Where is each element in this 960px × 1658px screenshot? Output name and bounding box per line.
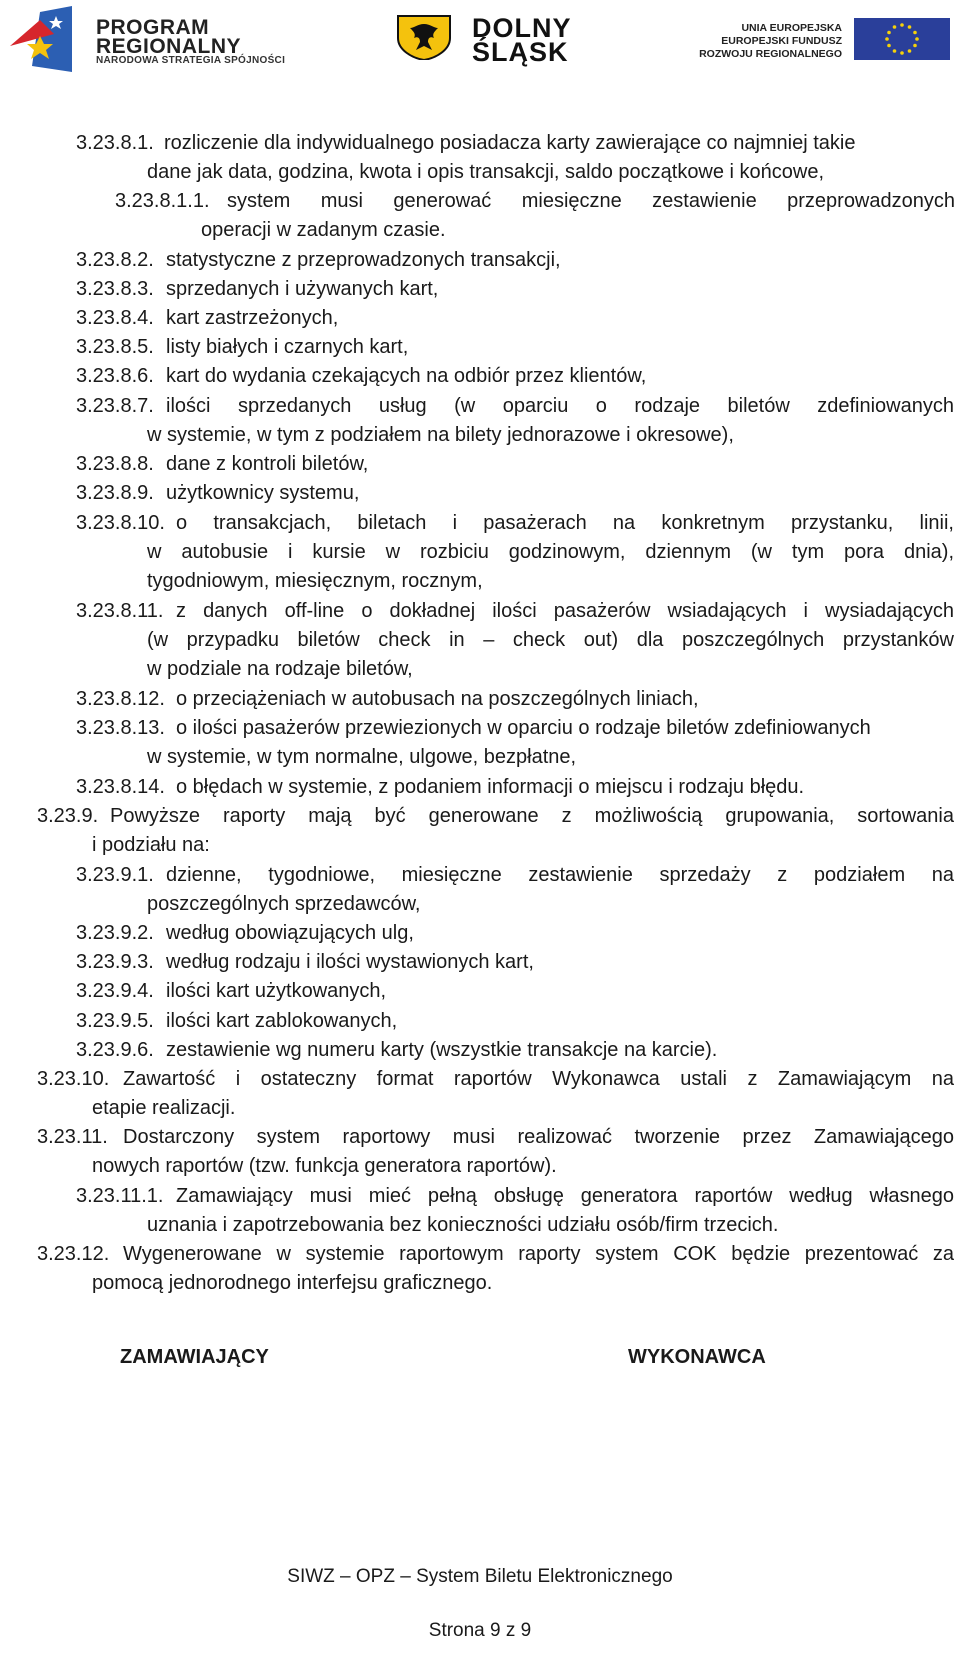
item-line: pomocą jednorodnego interfejsu graficznego. [92,1272,493,1294]
item-line: o błędach w systemie, z podaniem informacji o miejscu i rodzaju błędu. [176,776,805,798]
item-line: Powyższe raporty mają być generowane z możliwością grupowania, sortowania [110,805,954,827]
eu-logo [670,18,950,60]
item-line: (w przypadku biletów check in – check out) dla poszczególnych przystanków [147,629,954,651]
item-number: 3.23.12. [37,1243,110,1265]
item-number: 3.23.8.1. [76,132,154,154]
item-number: 3.23.8.5. [76,336,154,358]
item-line: w autobusie i kursie w rozbiciu godzinowym, dziennym (w tym pora dnia), [147,541,954,563]
program-regionalny-logo-icon [10,6,72,72]
item-line: listy białych i czarnych kart, [166,336,409,358]
item-line: Zawartość i ostateczny format raportów Wykonawca ustali z Zamawiającym na [123,1068,954,1090]
footer-document-title: SIWZ – OPZ – System Biletu Elektronicznego [287,1566,673,1587]
region-name-line2: ŚLĄSK [472,37,569,67]
item-line: uznania i zapotrzebowania bez konieczności udziału osób/firm trzecich. [147,1214,779,1236]
item-line: w podziale na rodzaje biletów, [147,658,413,680]
signature-label-zamawiajacy: ZAMAWIAJĄCY [120,1346,269,1368]
program-subtitle: NARODOWA STRATEGIA SPÓJNOŚCI [96,55,286,66]
item-number: 3.23.8.10. [76,512,165,534]
item-line: dane jak data, godzina, kwota i opis transakcji, saldo początkowe i końcowe, [147,161,825,183]
item-number: 3.23.9.1. [76,864,154,886]
item-line: dzienne, tygodniowe, miesięczne zestawienie sprzedaży z podziałem na [166,864,954,886]
program-regionalny-logo [10,6,330,72]
item-line: ilości kart zablokowanych, [166,1010,398,1032]
item-number: 3.23.8.14. [76,776,165,798]
region-name-line1: DOLNY [472,13,572,43]
item-line: Wygenerowane w systemie raportowym raporty system COK będzie prezentować za [123,1243,954,1265]
eu-line1: UNIA EUROPEJSKA [741,22,842,34]
item-line: tygodniowym, miesięcznym, rocznym, [147,570,483,592]
item-line: według obowiązujących ulg, [166,922,414,944]
item-line: i podziału na: [92,834,210,856]
item-line: poszczególnych sprzedawców, [147,893,421,915]
item-number: 3.23.11. [37,1126,108,1148]
item-number: 3.23.8.2. [76,249,154,271]
item-number: 3.23.8.3. [76,278,154,300]
item-line: kart zastrzeżonych, [166,307,339,329]
dolny-slask-logo [396,13,606,67]
item-line: Dostarczony system raportowy musi realizować tworzenie przez Zamawiającego [123,1126,954,1148]
item-line: operacji w zadanym czasie. [201,219,446,241]
item-number: 3.23.8.9. [76,482,154,504]
item-number: 3.23.8.12. [76,688,165,710]
item-line: etapie realizacji. [92,1097,236,1119]
item-number: 3.23.8.8. [76,453,154,475]
item-line: o ilości pasażerów przewiezionych w oparciu o rodzaje biletów zdefiniowanych [176,717,871,739]
item-number: 3.23.8.4. [76,307,154,329]
item-number: 3.23.8.13. [76,717,165,739]
item-line: o transakcjach, biletach i pasażerach na konkretnym przystanku, linii, [176,512,954,534]
item-line: rozliczenie dla indywidualnego posiadacza karty zawierające co najmniej takie [164,132,856,154]
item-number: 3.23.9. [37,805,99,827]
item-line: zestawienie wg numeru karty (wszystkie transakcje na karcie). [166,1039,718,1061]
item-line: dane z kontroli biletów, [166,453,369,475]
item-line: w systemie, w tym z podziałem na bilety jednorazowe i okresowe), [147,424,734,446]
item-number: 3.23.9.2. [76,922,154,944]
item-line: system musi generować miesięczne zestawienie przeprowadzonych [227,190,955,212]
item-number: 3.23.8.1.1. [115,190,210,212]
item-line: o przeciążeniach w autobusach na poszczególnych liniach, [176,688,699,710]
signature-label-wykonawca: WYKONAWCA [628,1346,766,1368]
program-title-line2: REGIONALNY [96,35,242,58]
item-line: sprzedanych i używanych kart, [166,278,439,300]
item-number: 3.23.8.7. [76,395,154,417]
eu-line2: EUROPEJSKI FUNDUSZ [721,35,842,47]
item-number: 3.23.8.6. [76,365,154,387]
item-line: z danych off-line o dokładnej ilości pasażerów wsiadających i wysiadających [176,600,954,622]
item-number: 3.23.11.1. [76,1185,164,1207]
eu-flag-icon [854,18,950,60]
item-line: według rodzaju i ilości wystawionych kart, [166,951,534,973]
item-line: Zamawiający musi mieć pełną obsługę generatora raportów według własnego [176,1185,954,1207]
footer-page-number: Strona 9 z 9 [428,1620,532,1641]
program-title-line1: PROGRAM [96,16,210,39]
item-line: ilości sprzedanych usług (w oparciu o rodzaje biletów zdefiniowanych [166,395,954,417]
item-number: 3.23.9.6. [76,1039,154,1061]
item-line: w systemie, w tym normalne, ulgowe, bezpłatne, [147,746,577,768]
item-line: ilości kart użytkowanych, [166,980,387,1002]
page-header [0,0,960,90]
item-line: statystyczne z przeprowadzonych transakcji, [166,249,561,271]
dolny-slask-coat-of-arms-icon [396,14,452,60]
eu-line3: ROZWOJU REGIONALNEGO [699,48,842,60]
item-line: nowych raportów (tzw. funkcja generatora raportów). [92,1155,557,1177]
item-number: 3.23.8.11. [76,600,164,622]
item-line: użytkownicy systemu, [166,482,360,504]
item-number: 3.23.9.4. [76,980,154,1002]
item-number: 3.23.10. [37,1068,110,1090]
item-number: 3.23.9.3. [76,951,154,973]
item-number: 3.23.9.5. [76,1010,154,1032]
item-line: kart do wydania czekających na odbiór przez klientów, [166,365,647,387]
